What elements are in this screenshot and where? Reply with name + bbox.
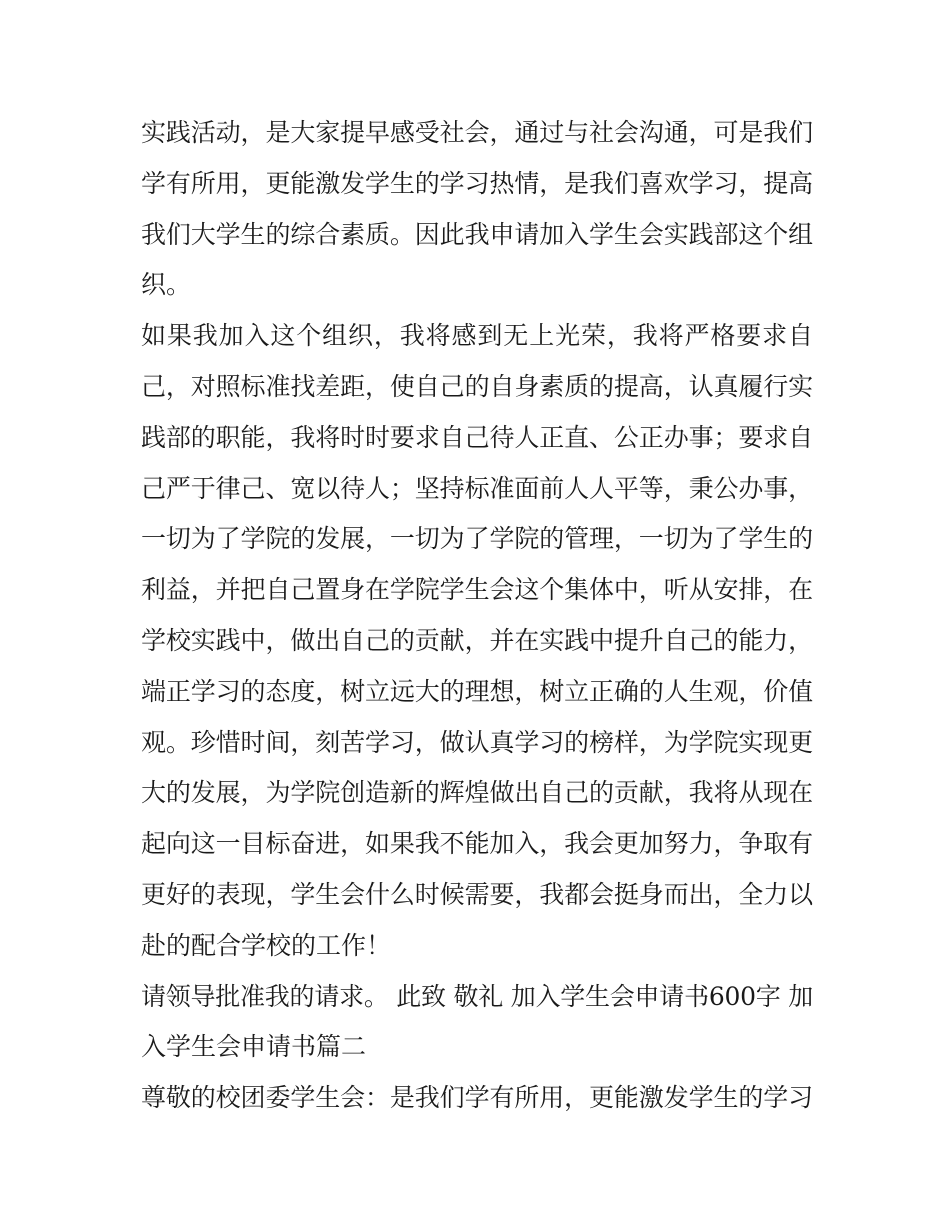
- text-line: 学校实践中，做出自己的贡献，并在实践中提升自己的能力，: [141, 625, 814, 655]
- text-line: 起向这一目标奋进，如果我不能加入，我会更加努力，争取有: [141, 829, 814, 859]
- text-line: 己严于律己、宽以待人；坚持标准面前人人平等，秉公办事，: [141, 473, 814, 503]
- text-line: 入学生会申请书篇二: [141, 1032, 367, 1062]
- paragraph-closing: [141, 972, 813, 1074]
- paragraph-intro: [141, 108, 813, 311]
- document-body: [141, 108, 813, 1124]
- text-line: 织。: [141, 270, 192, 300]
- text-line: 学有所用，更能激发学生的学习热情，是我们喜欢学习，提高: [141, 168, 814, 198]
- text-line: 尊敬的校团委学生会：是我们学有所用，更能激发学生的学习: [141, 1083, 814, 1113]
- text-line: 观。珍惜时间，刻苦学习，做认真学习的榜样，为学院实现更: [141, 727, 814, 757]
- text-line: 一切为了学院的发展，一切为了学院的管理，一切为了学生的: [141, 524, 814, 554]
- paragraph-salutation: [141, 1073, 813, 1124]
- text-line: 己，对照标准找差距，使自己的自身素质的提高，认真履行实: [141, 371, 814, 401]
- text-line: 请领导批准我的请求。 此致 敬礼 加入学生会申请书600字 加: [141, 981, 813, 1011]
- text-line: 赴的配合学校的工作！: [141, 930, 392, 960]
- text-line: 如果我加入这个组织，我将感到无上光荣，我将严格要求自: [141, 321, 813, 351]
- text-line: 利益，并把自己置身在学院学生会这个集体中，听从安排，在: [141, 575, 814, 605]
- text-line: 践部的职能，我将时时要求自己待人正直、公正办事；要求自: [141, 422, 814, 452]
- text-line: 大的发展，为学院创造新的辉煌做出自己的贡献，我将从现在: [141, 778, 814, 808]
- text-line: 更好的表现，学生会什么时候需要，我都会挺身而出，全力以: [141, 879, 814, 909]
- text-line: 端正学习的态度，树立远大的理想，树立正确的人生观，价值: [141, 676, 814, 706]
- text-line: 我们大学生的综合素质。因此我申请加入学生会实践部这个组: [141, 219, 814, 249]
- text-line: 实践活动，是大家提早感受社会，通过与社会沟通，可是我们: [141, 118, 814, 147]
- paragraph-commitment: [141, 311, 813, 971]
